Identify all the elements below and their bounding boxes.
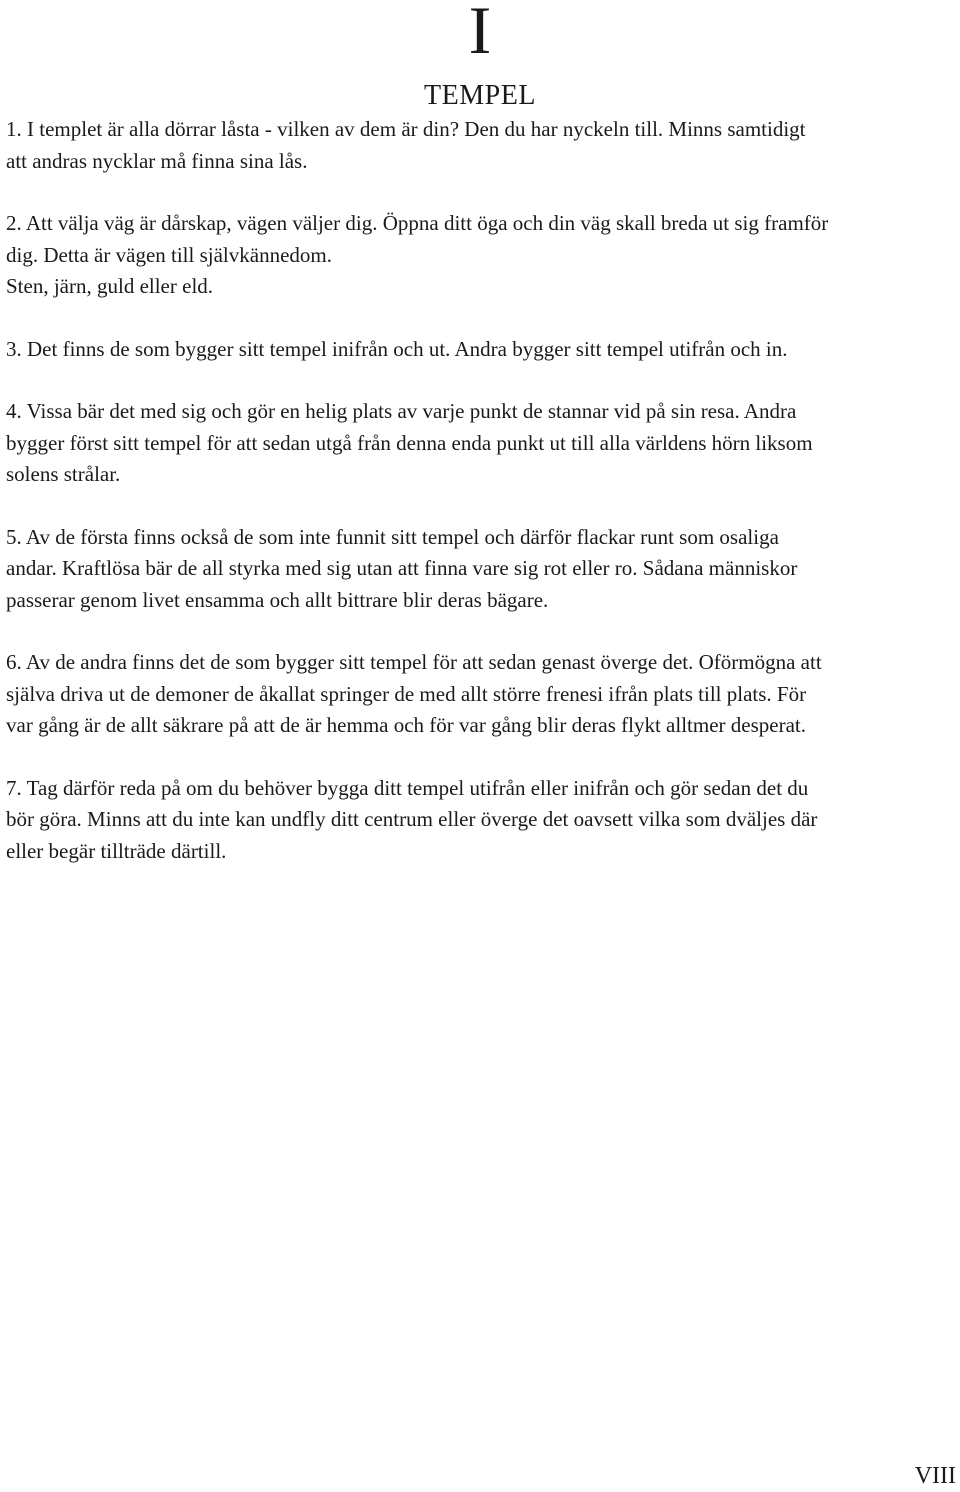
verse-4 — [6, 396, 954, 491]
verse-3 — [6, 334, 954, 366]
verse-line: Sten, järn, guld eller eld. — [6, 274, 214, 298]
verse-line: 1. I templet är alla dörrar låsta - vilken av dem är din? Den du har nyckeln till. Minns samtidigt — [6, 117, 806, 141]
verse-1 — [6, 114, 954, 177]
verse-list — [6, 114, 954, 898]
chapter-numeral: I — [468, 0, 492, 68]
verse-line: bygger först sitt tempel för att sedan utgå från denna enda punkt ut till alla världens hörn liksom — [6, 430, 813, 455]
verse-5 — [6, 522, 954, 617]
verse-line: eller begär tillträde därtill. — [6, 838, 227, 863]
verse-line: bör göra. Minns att du inte kan undfly ditt centrum eller överge det oavsett vilka som dväljes där — [6, 807, 818, 831]
verse-line: själva driva ut de demoner de åkallat springer de med allt större frenesi ifrån plats till plats. För — [6, 681, 807, 706]
chapter-title: TEMPEL — [424, 80, 536, 111]
verse-line: var gång är de allt säkrare på att de är hemma och för var gång blir deras flykt alltmer desperat. — [6, 713, 806, 737]
verse-line: passerar genom livet ensamma och allt bittrare blir deras bägare. — [6, 587, 549, 612]
verse-line: 4. Vissa bär det med sig och gör en helig plats av varje punkt de stannar vid på sin resa. Andra — [6, 399, 797, 423]
verse-line: solens strålar. — [6, 462, 121, 486]
verse-line: 6. Av de andra finns det de som bygger sitt tempel för att sedan genast överge det. Oförmögna att — [6, 650, 822, 674]
verse-line: andar. Kraftlösa bär de all styrka med sig utan att finna vare sig rot eller ro. Sådana människor — [6, 556, 798, 580]
verse-line: 7. Tag därför reda på om du behöver bygga ditt tempel utifrån eller inifrån och gör sedan det du — [6, 775, 809, 800]
verse-line: 5. Av de första finns också de som inte funnit sitt tempel och därför flackar runt som osaliga — [6, 524, 779, 549]
verse-line: 2. Att välja väg är dårskap, vägen väljer dig. Öppna ditt öga och din väg skall breda ut sig framför — [6, 211, 829, 235]
page-number: VIII — [914, 1463, 956, 1489]
verse-line: 3. Det finns de som bygger sitt tempel inifrån och ut. Andra bygger sitt tempel utifrån och in. — [6, 336, 788, 361]
verse-7 — [6, 773, 954, 868]
verse-2 — [6, 208, 954, 303]
verse-line: dig. Detta är vägen till självkännedom. — [6, 242, 332, 267]
verse-line: att andras nycklar må finna sina lås. — [6, 148, 308, 173]
verse-6 — [6, 647, 954, 742]
